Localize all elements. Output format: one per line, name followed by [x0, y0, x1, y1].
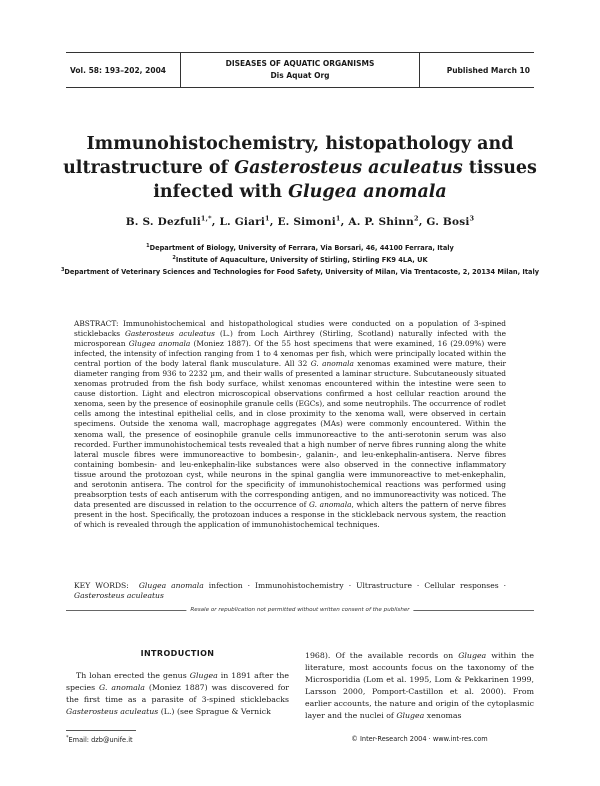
abstract-species: Glugea anomala	[128, 339, 191, 349]
keywords	[74, 581, 506, 601]
author	[426, 216, 474, 228]
abstract-species: G. anomala	[309, 499, 352, 509]
keyword-species: Gasterosteus aculeatus	[74, 591, 164, 601]
journal-abbreviation: Dis Aquat Org	[270, 71, 330, 80]
corresponding-email	[66, 735, 133, 744]
keywords-label: KEY WORDS:	[74, 581, 129, 590]
abstract-text: xenomas examined were mature, their diameter ranging from 936 to 2232 µm, and their walls of presented a laminar structure. Subcutaneously situated xenomas protruded from the fish body surface, whilst xenomas encountered within the intestine were seen to cause distortion. Light and electron microscopical observations confirmed a host cellular reaction around the xenoma, seen by the presence of eosinophile granule cells (EGCs), and some neutrophils. The occurrence of rodlet cells among the intestinal epithelial cells, and in close proximity to the xenoma wall, were observed in certain specimens. Outside the xenoma wall, macrophage aggregates (MAs) were commonly encountered. Within the xenoma wall, the presence of eosinophile granule cells immunoreactive to the anti-serotonin serum was also recorded. Further immunohistochemical tests revealed that a high number of nerve fibres running along the white lateral muscle fibres were immunoreactive to bombesin-, galanin-, and leu-enkephalin-antisera. Nerve fibres containing bombesin- and leu-enkephalin-like substances were also observed in the connective inflammatory tissue around the protozoan cyst, while neurons in the spinal ganglia were immunoreactive to met-enkephalin, and serotonin antisera. The control for the specificity of immunohistochemical reactions was performed using preabsorption tests of each antiserum with the corresponding antigen, and no immunoreactivity was noticed. The data presented are discussed in relation to the occurrence of	[74, 359, 506, 509]
email-text: Email: dzb@unife.it	[68, 736, 133, 745]
abstract-species: G. anomala	[310, 359, 354, 369]
body-paragraph	[66, 670, 289, 718]
footnote-mark: *	[66, 735, 69, 741]
section-heading: INTRODUCTION	[140, 649, 215, 658]
author	[219, 216, 269, 228]
body-paragraph	[305, 650, 534, 721]
body-species: Glugea	[189, 670, 218, 680]
page-footer	[66, 730, 534, 744]
author-affil-mark: 1	[335, 214, 341, 222]
author-affil-mark: 3	[469, 214, 475, 222]
author-affil-mark: 1	[265, 214, 270, 222]
copyright: © Inter-Research 2004 · www.int-res.com	[351, 735, 488, 743]
author-name: L. Giari	[219, 215, 266, 228]
abstract-text: (Moniez 1887). Of the 55 host specimens that were examined, 16 (29.09%) were infected, the intensity of infection ranging from 1 to 4 xenomas per fish, which were principally located within the central portion of the body lateral flank musculature. All 32	[74, 339, 507, 369]
affiliation-mark: 2	[172, 255, 176, 262]
affiliation-text: Institute of Aquaculture, University of Stirling, Stirling FK9 4LA, UK	[175, 256, 428, 265]
affiliation-text: Department of Veterinary Sciences and Technologies for Food Safety, University of Milan, Via Trentacoste, 2, 20134 Milan, Italy	[64, 268, 540, 277]
affiliation	[20, 253, 580, 265]
author-name: B. S. Dezfuli	[125, 215, 201, 228]
affiliation	[20, 241, 580, 253]
keyword-species: Glugea anomala	[138, 581, 204, 590]
title-line-3	[60, 180, 540, 204]
author	[126, 216, 212, 228]
affiliation-mark: 3	[60, 267, 65, 274]
author-affil-mark: 1,*	[200, 214, 212, 222]
author-name: G. Bosi	[426, 215, 470, 228]
body-text: (L.) (see Sprague & Vernick	[158, 706, 271, 716]
abstract-text: , which alters the pattern of nerve fibres present in the host. Specifically, the protozoan induces a response in the stickleback nervous system, the reaction of which is revealed through the application of immunohistochemical techniques.	[74, 499, 507, 529]
resale-text: Resale or republication not permitted without written consent of the publisher	[186, 606, 413, 615]
body-text: xenomas	[424, 710, 462, 720]
resale-notice	[66, 606, 534, 616]
author-affil-mark: 2	[413, 214, 419, 222]
title-line-2	[60, 156, 540, 180]
paper-title	[60, 132, 540, 204]
affiliation-mark: 1	[146, 243, 150, 249]
body-column-right	[305, 650, 534, 721]
abstract-text: (L.) from Loch Airthrey (Stirling, Scotland) naturally infected with the microsporean	[74, 329, 506, 349]
body-text: in 1891 after the species	[66, 670, 289, 692]
title-species: Glugea anomala	[288, 182, 447, 202]
keywords-text: infection · Immunohistochemistry · Ultrastructure · Cellular responses ·	[203, 581, 507, 590]
author-name: A. P. Shinn	[348, 215, 414, 228]
author	[348, 216, 418, 228]
affiliation-list	[20, 241, 580, 278]
author-list: B. S. Dezfuli$^{1,*}$, L. Giari$^1$, E. Simoni$^1$, A. P. Shinn$^2$, G. Bosi$^3$	[125, 214, 475, 228]
title-text: tissues	[462, 158, 537, 178]
author	[277, 216, 340, 228]
title-line-1: Immunohistochemistry, histopathology and	[86, 134, 514, 154]
title-species: Gasterosteus aculeatus	[234, 158, 463, 178]
body-species: Glugea	[458, 651, 487, 660]
publication-date: Published March 10	[446, 65, 530, 75]
body-text: Th lohan erected the genus	[76, 670, 190, 680]
body-species: Gasterosteus aculeatus	[66, 706, 159, 716]
body-text: (Moniez 1887) was discovered for the first time as a parasite of 3-spined sticklebacks	[66, 682, 290, 704]
body-text: 1968). Of the available records on	[305, 651, 459, 660]
title-text: ultrastructure of	[63, 158, 235, 178]
affiliation	[20, 265, 580, 277]
journal-name: DISEASES OF AQUATIC ORGANISMS	[225, 59, 375, 68]
abstract-text: ABSTRACT: Immunohistochemical and histopathological studies were conducted on a population of 3-spined sticklebacks	[74, 319, 506, 339]
volume-info: Vol. 58: 193–202, 2004	[70, 65, 167, 75]
abstract-species: Gasterosteus aculeatus	[124, 329, 215, 339]
body-species: G. anomala	[99, 682, 145, 692]
footnote-rule	[66, 730, 136, 731]
body-species: Glugea	[396, 710, 425, 720]
affiliation-text: Department of Biology, University of Ferrara, Via Borsari, 46, 44100 Ferrara, Italy	[149, 244, 454, 253]
body-column-left	[66, 648, 289, 718]
body-text: within the literature, most accounts focus on the taxonomy of the Microsporidia (Lom et al. 1995, Lom & Pekkarinen 1999, Larsson 2000, Pomport-Castillon et al. 2000). From earlier accounts, the nature and origin of the cytoplasmic layer and the nuclei of	[305, 651, 534, 720]
journal-header	[66, 52, 534, 88]
title-text: infected with	[153, 182, 289, 202]
journal-name-block	[180, 53, 420, 87]
abstract	[74, 319, 506, 530]
author-name: E. Simoni	[277, 215, 336, 228]
